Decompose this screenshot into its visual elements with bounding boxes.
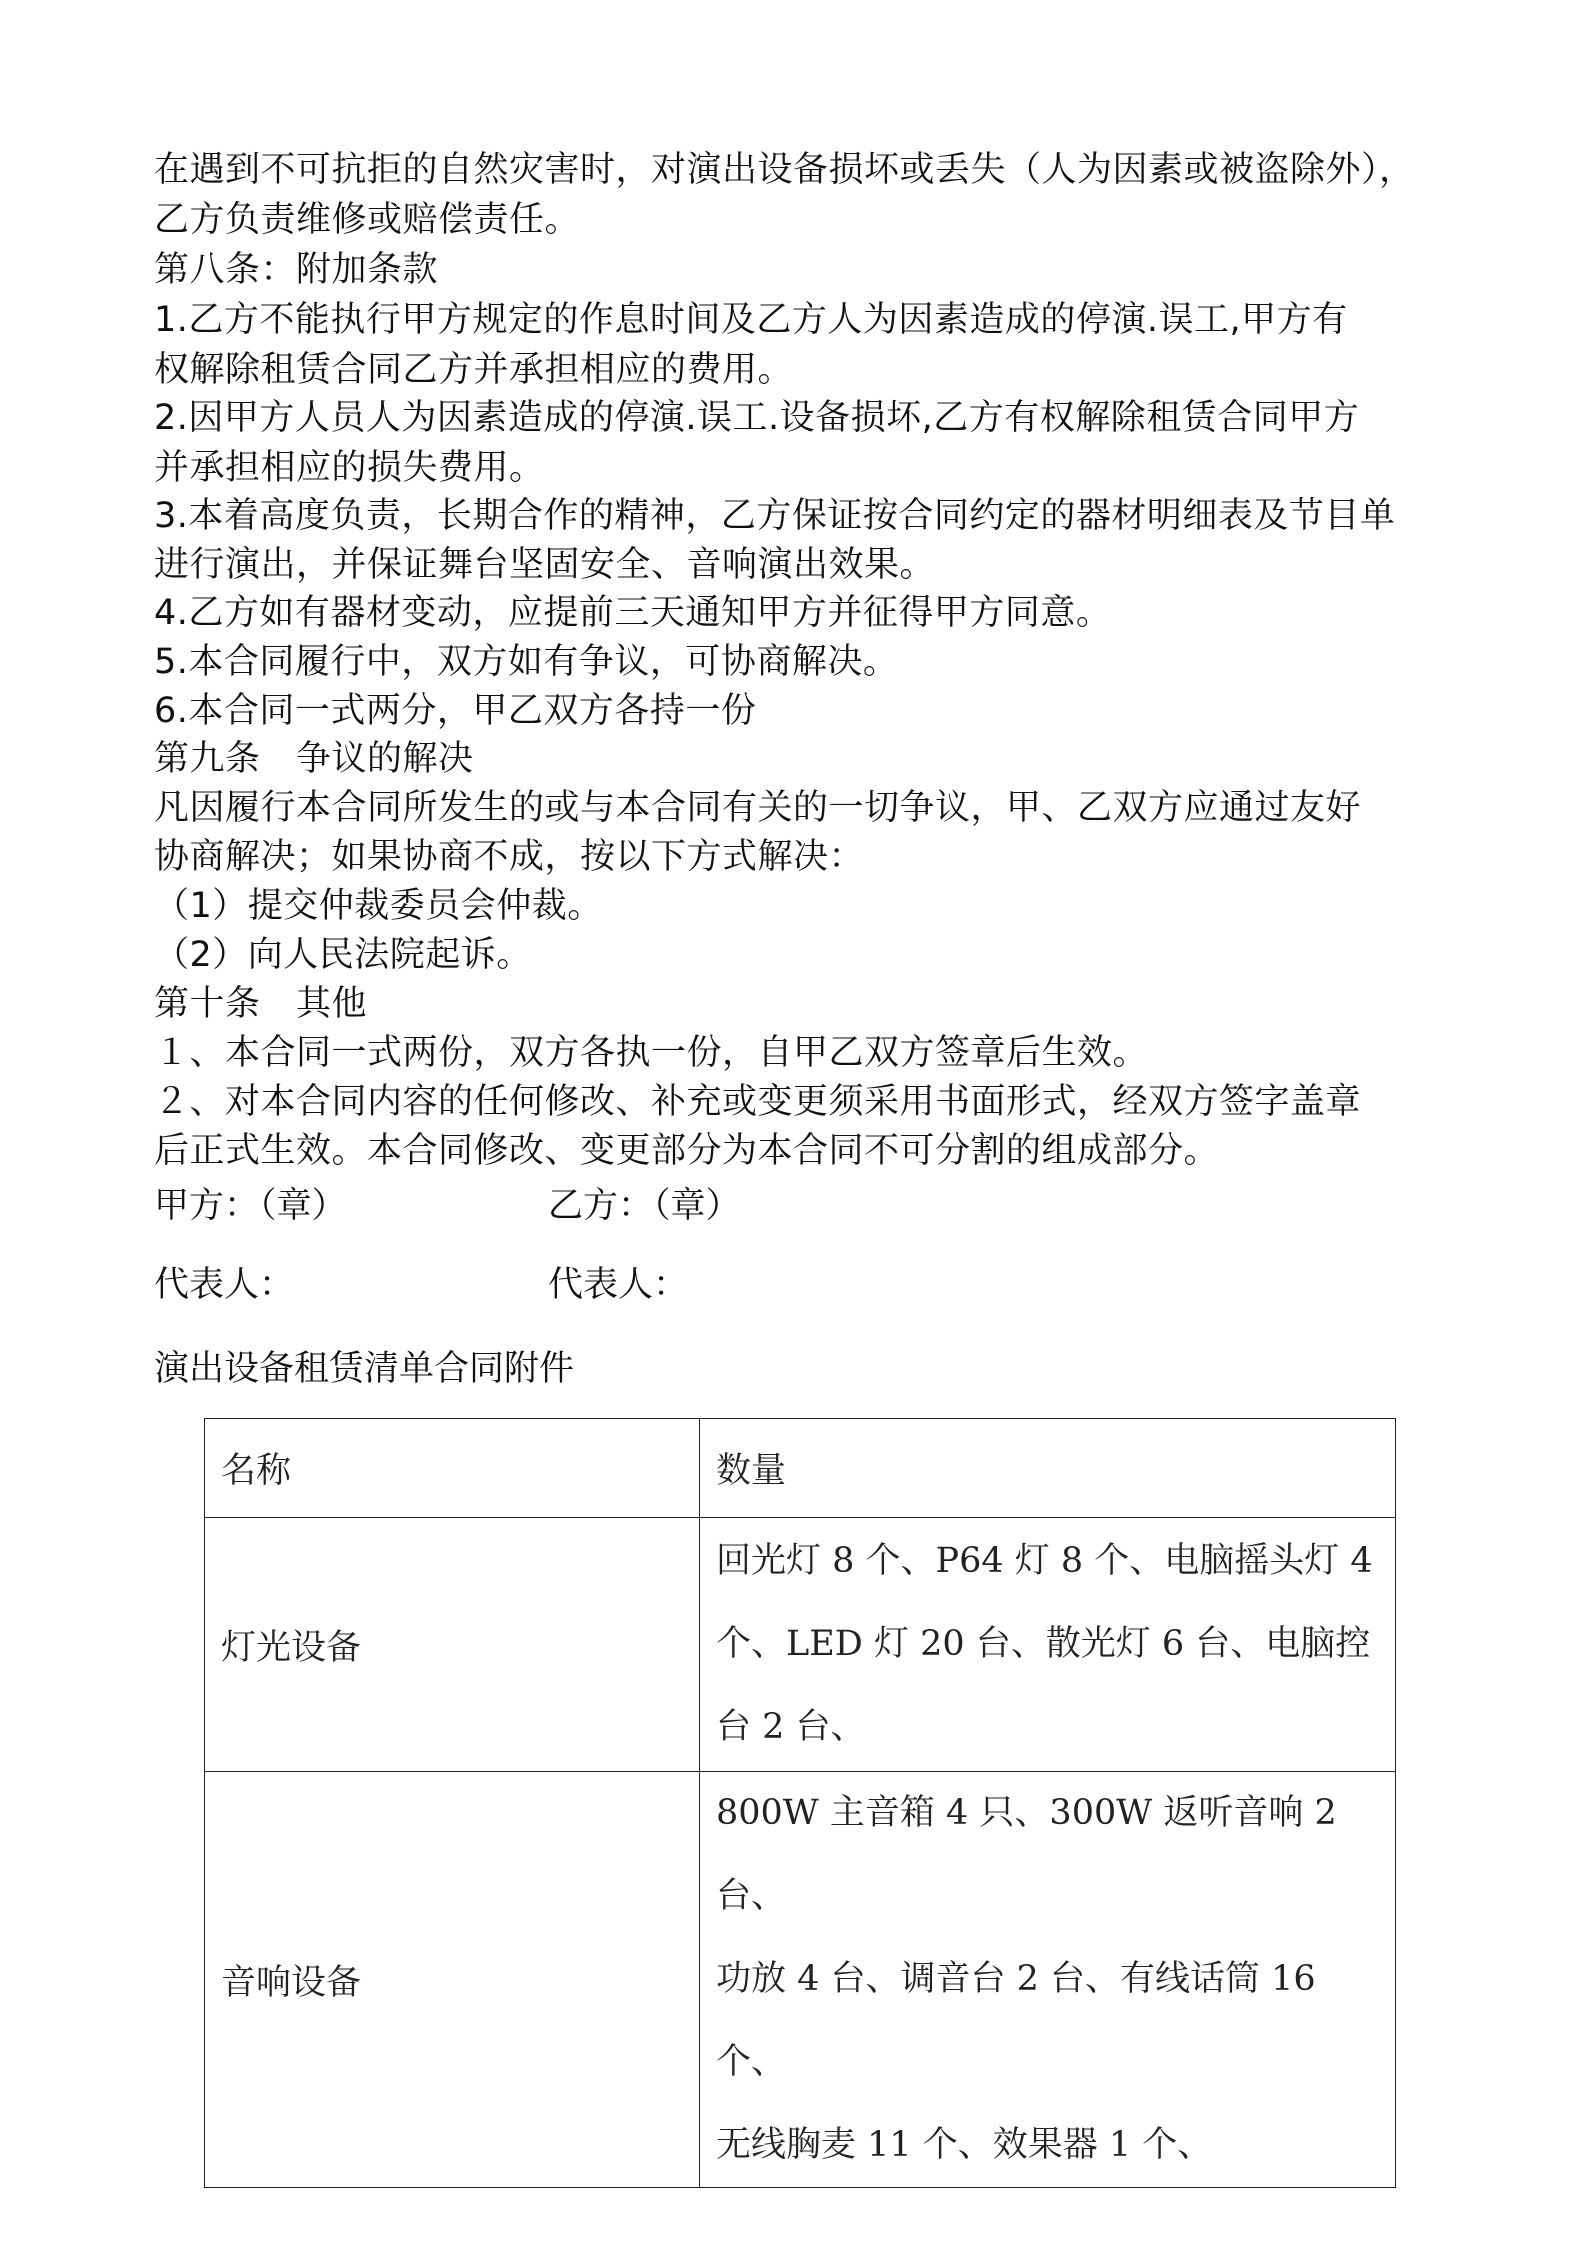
table-header-row [205, 1419, 1396, 1518]
equipment-qty-cell [700, 1772, 1396, 2188]
clause-text-line: 2.因甲方人员人为因素造成的停演.误工.设备损坏,乙方有权解除租赁合同甲方 [154, 398, 1360, 438]
clause-text-line: 后正式生效。本合同修改、变更部分为本合同不可分割的组成部分。 [154, 1131, 1220, 1171]
qty-line: 台 2 台、 [716, 1707, 866, 1747]
party-a-seal-label: 甲方：（章） [154, 1186, 347, 1226]
equipment-name-cell: 音响设备 [205, 1772, 700, 2188]
party-b-seal-label: 乙方：（章） [548, 1186, 741, 1226]
clause-text-line: 乙方负责维修或赔偿责任。 [154, 200, 581, 240]
clause-text-line: 进行演出，并保证舞台坚固安全、音响演出效果。 [154, 545, 936, 585]
party-a-representative-label: 代表人： [154, 1265, 295, 1305]
qty-line: 800W 主音箱 4 只、300W 返听音响 2 台、 [716, 1793, 1337, 1916]
header-name-cell: 名称 [205, 1419, 700, 1518]
qty-line: 个、LED 灯 20 台、散光灯 6 台、电脑控 [716, 1624, 1371, 1664]
clause-text-line: 3.本着高度负责，长期合作的精神，乙方保证按合同约定的器材明细表及节目单 [154, 496, 1396, 536]
attachment-title: 演出设备租赁清单合同附件 [154, 1349, 575, 1389]
clause-text-line: 协商解决；如果协商不成，按以下方式解决： [154, 837, 865, 877]
party-b-representative-label: 代表人： [548, 1265, 689, 1305]
clause-text-line: 5.本合同履行中，双方如有争议，可协商解决。 [154, 642, 899, 682]
clause-text-line: 6.本合同一式两分，甲乙双方各持一份 [154, 691, 757, 731]
table-row [205, 1518, 1396, 1772]
article-9-heading: 第九条 争议的解决 [154, 739, 474, 779]
equipment-name-cell: 灯光设备 [205, 1518, 700, 1772]
table-row [205, 1772, 1396, 2188]
clause-text-line: 在遇到不可抗拒的自然灾害时，对演出设备损坏或丢失（人为因素或被盗除外）， [154, 150, 1415, 190]
clause-text-line: ２、对本合同内容的任何修改、补充或变更须采用书面形式，经双方签字盖章 [154, 1082, 1362, 1122]
equipment-table [204, 1418, 1396, 2188]
clause-text-line: 凡因履行本合同所发生的或与本合同有关的一切争议，甲、乙双方应通过友好 [154, 788, 1362, 828]
qty-line: 功放 4 台、调音台 2 台、有线话筒 16 个、 [716, 1959, 1316, 2082]
clause-text-line: 权解除租赁合同乙方并承担相应的费用。 [154, 350, 794, 390]
header-qty-cell: 数量 [700, 1419, 1396, 1518]
clause-text-line: （1）提交仲裁委员会仲裁。 [154, 886, 603, 926]
clause-text-line: 并承担相应的损失费用。 [154, 448, 545, 488]
article-8-heading: 第八条：附加条款 [154, 250, 439, 290]
clause-text-line: １、本合同一式两份，双方各执一份，自甲乙双方签章后生效。 [154, 1033, 1149, 1073]
clause-text-line: （2）向人民法院起诉。 [154, 935, 532, 975]
clause-text-line: 1.乙方不能执行甲方规定的作息时间及乙方人为因素造成的停演.误工,甲方有 [154, 300, 1348, 340]
qty-line: 回光灯 8 个、P64 灯 8 个、电脑摇头灯 4 [716, 1541, 1373, 1581]
equipment-qty-cell [700, 1518, 1396, 1772]
article-10-heading: 第十条 其他 [154, 984, 368, 1024]
clause-text-line: 4.乙方如有器材变动，应提前三天通知甲方并征得甲方同意。 [154, 593, 1112, 633]
qty-line: 无线胸麦 11 个、效果器 1 个、 [716, 2125, 1213, 2165]
